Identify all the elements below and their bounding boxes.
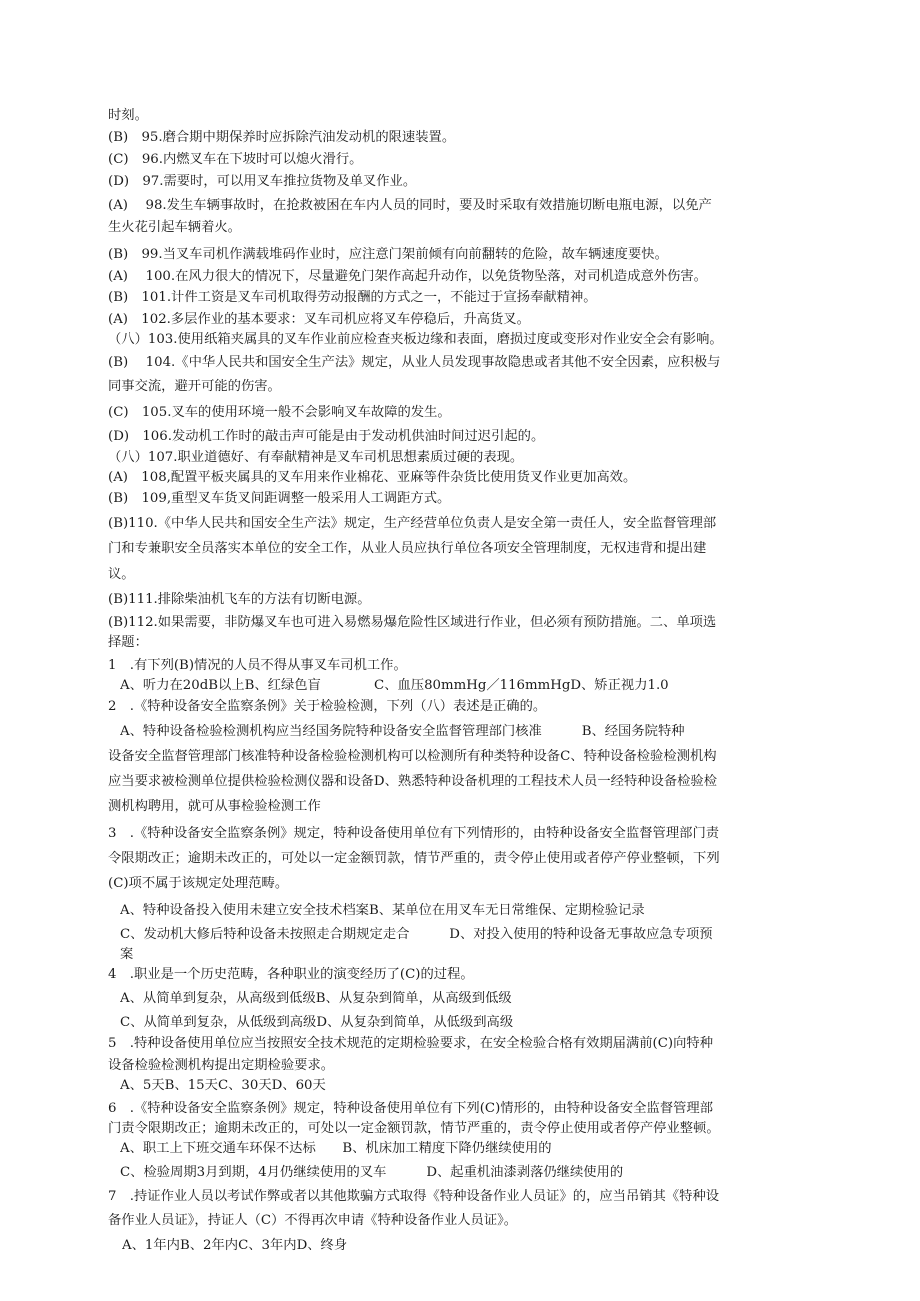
text-line: 1 .有下列(B)情况的人员不得从事叉车司机工作。: [108, 658, 407, 673]
text-line: 时刻。: [108, 108, 148, 123]
text-line: (D) 106.发动机工作时的敲击声可能是由于发动机供油时间过迟引起的。: [108, 429, 545, 444]
text-line: (A) 102.多层作业的基本要求：叉车司机应将叉车停稳后，升高货叉。: [108, 312, 530, 327]
text-line: 6 .《特种设备安全监察条例》规定，特种设备使用单位有下列(C)情形的，由特种设备安全监督管理部: [108, 1101, 714, 1116]
text-line: （八）103.使用纸箱夹属具的叉车作业前应检查夹板边缘和表面，磨损过度或变形对作业安全会有影响。: [108, 332, 723, 347]
text-line: 5 .特种设备使用单位应当按照安全技术规范的定期检验要求，在安全检验合格有效期届满前(C)向特种: [108, 1036, 713, 1051]
text-line: (B) 109,重型叉车货叉间距调整一般采用人工调距方式。: [108, 491, 451, 506]
text-line: 门和专兼职安全员落实本单位的安全工作，从业人员应执行单位各项安全管理制度，无权违背和提出建: [108, 541, 707, 556]
text-line: (C) 105.叉车的使用环境一般不会影响叉车故障的发生。: [108, 405, 451, 420]
text-line: 议。: [108, 567, 135, 582]
text-line: 3 .《特种设备安全监察条例》规定，特种设备使用单位有下列情形的，由特种设备安全监督管理部门责: [108, 826, 720, 841]
text-line: A、1年内B、2年内C、3年内D、终身: [122, 1238, 348, 1253]
text-line: （八）107.职业道德好、有奉献精神是叉车司机思想素质过硬的表现。: [108, 450, 524, 465]
text-line: 门责令限期改正；逾期未改正的，可处以一定金额罚款，情节严重的，责令停止使用或者停产停业整顿。: [108, 1121, 720, 1136]
text-line: (A) 108,配置平板夹属具的叉车用来作业棉花、亚麻等件杂货比使用货叉作业更加高效。: [108, 470, 637, 485]
text-line: 令限期改正；逾期未改正的，可处以一定金额罚款，情节严重的，责令停止使用或者停产停业整顿，下列: [108, 851, 720, 866]
text-line: C、从简单到复杂，从低级到高级D、从复杂到简单，从低级到高级: [120, 1015, 514, 1030]
text-line: A、特种设备投入使用未建立安全技术档案B、某单位在用叉车无日常维保、定期检验记录: [120, 903, 645, 918]
text-line: 2 .《特种设备安全监察条例》关于检验检测，下列（八）表述是正确的。: [108, 699, 547, 714]
text-line: 备作业人员证》，持证人（C）不得再次申请《特种设备作业人员证》。: [108, 1213, 518, 1228]
text-line: 案: [120, 947, 134, 962]
text-line: A、从简单到复杂，从高级到低级B、从复杂到简单，从高级到低级: [120, 991, 512, 1006]
text-line: (B) 104.《中华人民共和国安全生产法》规定，从业人员发现事故隐患或者其他不安全因素，应积极与: [108, 355, 721, 370]
text-line: (B) 99.当叉车司机作满载堆码作业时，应注意门架前倾有向前翻转的危险，故车辆速度要快。: [108, 247, 668, 262]
text-line: (B)110.《中华人民共和国安全生产法》规定，生产经营单位负责人是安全第一责任人，安全监督管理部: [108, 516, 717, 531]
text-line: 同事交流，避开可能的伤害。: [108, 379, 281, 394]
text-line: (B) 101.计件工资是叉车司机取得劳动报酬的方式之一，不能过于宣扬奉献精神。: [108, 290, 597, 305]
text-line: (B)111.排除柴油机飞车的方法有切断电源。: [108, 592, 371, 607]
text-line: A、听力在20dB以上B、红绿色盲 C、血压80mmHg／116mmHgD、矫正视力1.0: [120, 678, 669, 693]
text-line: 设备安全监督管理部门核准特种设备检验检测机构可以检测所有种类特种设备C、特种设备检验检测机构: [108, 749, 717, 764]
text-line: 生火花引起车辆着火。: [108, 220, 241, 235]
text-line: (A) 100.在风力很大的情况下，尽量避免门架作高起升动作，以免货物坠落，对司机造成意外伤害。: [108, 269, 707, 284]
text-line: A、特种设备检验检测机构应当经国务院特种设备安全监督管理部门核准 B、经国务院特种: [120, 724, 685, 739]
text-line: C、检验周期3月到期，4月仍继续使用的叉车 D、起重机油漆剥落仍继续使用的: [120, 1165, 624, 1180]
text-line: 设备检验检测机构提出定期检验要求。: [108, 1058, 335, 1073]
text-line: 4 .职业是一个历史范畴，各种职业的演变经历了(C)的过程。: [108, 967, 474, 982]
text-line: 择题：: [108, 635, 148, 650]
text-line: A、5天B、15天C、30天D、60天: [120, 1078, 326, 1093]
text-line: (C) 96.内燃叉车在下坡时可以熄火滑行。: [108, 152, 363, 167]
text-line: C、发动机大修后特种设备未按照走合期规定走合 D、对投入使用的特种设备无事故应急专项预: [120, 927, 713, 942]
text-line: (C)项不属于该规定处理范畴。: [108, 876, 289, 891]
text-line: A、职工上下班交通车环保不达标 B、机床加工精度下降仍继续使用的: [120, 1141, 552, 1156]
text-line: (B)112.如果需要，非防爆叉车也可进入易燃易爆危险性区域进行作业，但必须有预防措施。二、单项选: [108, 615, 717, 630]
text-line: 应当要求被检测单位提供检验检测仪器和设备D、熟悉特种设备机理的工程技术人员一经特种设备检验检: [108, 774, 718, 789]
text-line: (D) 97.需要时，可以用叉车推拉货物及单叉作业。: [108, 174, 417, 189]
text-line: 7 .持证作业人员以考试作弊或者以其他欺骗方式取得《特种设备作业人员证》的，应当吊销其《特种设: [108, 1189, 720, 1204]
text-line: (B) 95.磨合期中期保养时应拆除汽油发动机的限速装置。: [108, 130, 456, 145]
text-line: (A) 98.发生车辆事故时，在抢救被困在车内人员的同时，要及时采取有效措施切断电瓶电源，以免产: [108, 198, 712, 213]
text-line: 测机构聘用，就可从事检验检测工作: [108, 799, 321, 814]
